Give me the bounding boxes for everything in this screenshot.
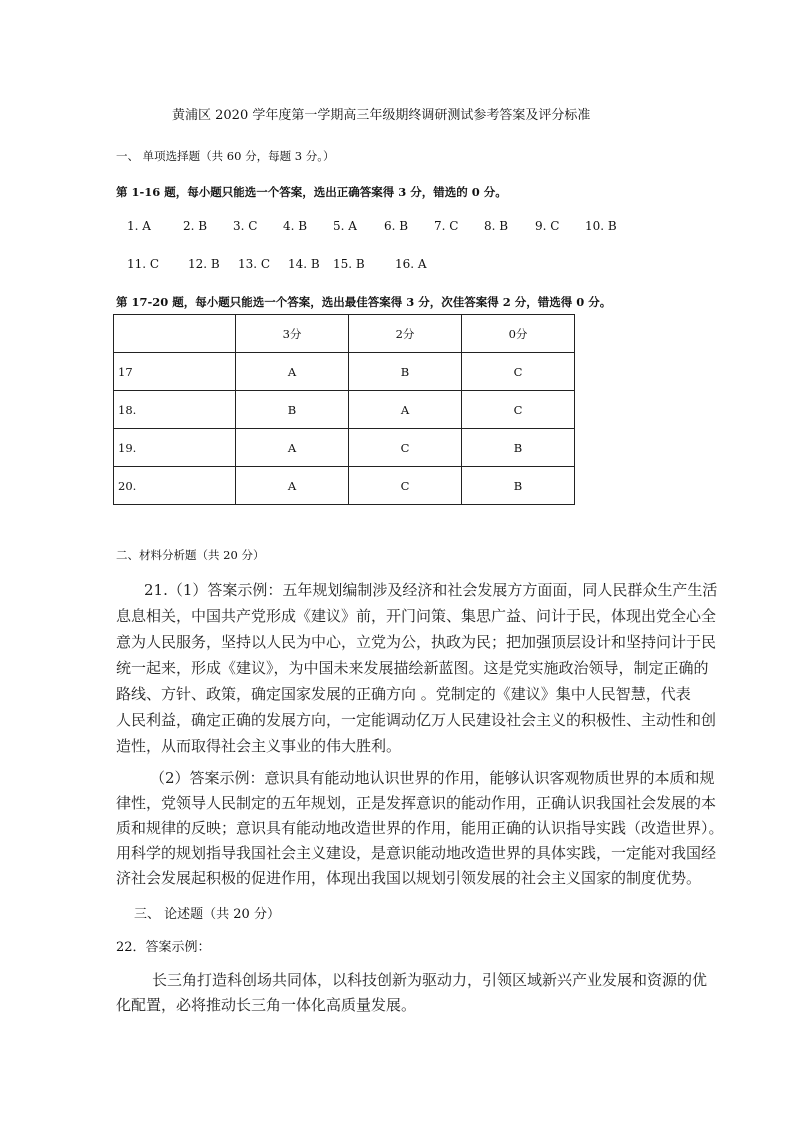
q21-1-line: 人民利益，确定正确的发展方向，一定能调动亿万人民建设社会主义的积极性、主动性和创: [116, 711, 717, 729]
table-header: [114, 315, 236, 353]
answer: 5. A: [333, 219, 357, 233]
q21-1-line: 统一起来，形成《建议》，为中国未来发展描绘新蓝图。这是党实施政治领导，制定正确的: [116, 659, 709, 677]
answer: 16. A: [395, 257, 427, 271]
q21-1-line: 路线、方针、政策，确定国家发展的正确方向 。党制定的《建议》集中人民智慧，代表: [116, 685, 691, 703]
table-cell: 17: [114, 353, 236, 391]
table-header: 3分: [236, 315, 349, 353]
answer-table: [113, 314, 575, 505]
table-cell: B: [236, 391, 349, 429]
answer: 2. B: [183, 219, 208, 233]
table-row: [114, 391, 575, 429]
q21-2-line: 律性，党领导人民制定的五年规划，正是发挥意识的能动作用，正确认识我国社会发展的本: [116, 794, 717, 812]
table-cell: C: [462, 391, 575, 429]
table-header: 2分: [349, 315, 462, 353]
answer: 9. C: [535, 219, 560, 233]
answer: 13. C: [238, 257, 271, 271]
q22-line: 化配置，必将推动长三角一体化高质量发展。: [116, 996, 417, 1014]
q21-1-line: 意为人民服务，坚持以人民为中心，立党为公，执政为民；把加强顶层设计和坚持问计于民: [116, 633, 717, 651]
table-cell: 18.: [114, 391, 236, 429]
table-cell: B: [462, 429, 575, 467]
table-cell: B: [462, 467, 575, 505]
table-header-row: [114, 315, 575, 353]
answer: 4. B: [283, 219, 308, 233]
document-title: 黄浦区 2020 学年度第一学期高三年级期终调研测试参考答案及评分标准: [172, 108, 591, 123]
answer: 10. B: [585, 219, 617, 233]
answer: 14. B: [288, 257, 320, 271]
table-row: [114, 429, 575, 467]
table-cell: A: [236, 467, 349, 505]
table-cell: A: [236, 353, 349, 391]
table-cell: C: [462, 353, 575, 391]
table-cell: A: [236, 429, 349, 467]
q22-label: 22．答案示例：: [116, 940, 211, 955]
answer: 1. A: [127, 219, 151, 233]
q21-1-line: 21.（1）答案示例：五年规划编制涉及经济和社会发展方方面面，同人民群众生产生活: [144, 581, 718, 599]
q21-2-line: 济社会发展起积极的促进作用，体现出我国以规划引领发展的社会主义国家的制度优势。: [116, 869, 702, 887]
section3-heading: 三、 论述题（共 20 分）: [134, 907, 280, 922]
section1-heading: 一、 单项选择题（共 60 分，每题 3 分。）: [116, 149, 335, 163]
answer: 6. B: [384, 219, 409, 233]
section1-instruction2: 第 17-20 题，每小题只能选一个答案，选出最佳答案得 3 分，次佳答案得 2 分，错选得 0 分。: [116, 295, 612, 309]
answer: 12. B: [188, 257, 220, 271]
section1-instruction1: 第 1-16 题，每小题只能选一个答案，选出正确答案得 3 分，错选的 0 分。: [116, 185, 507, 199]
table-row: [114, 467, 575, 505]
table-cell: 19.: [114, 429, 236, 467]
q21-1-line: 息息相关，中国共产党形成《建议》前，开门问策、集思广益、问计于民，体现出党全心全: [116, 607, 717, 625]
q22-line: 长三角打造科创场共同体，以科技创新为驱动力，引领区域新兴产业发展和资源的优: [152, 971, 708, 989]
answer: 15. B: [333, 257, 365, 271]
table-row: [114, 353, 575, 391]
q21-2-line: （2）答案示例：意识具有能动地认识世界的作用，能够认识客观物质世界的本质和规: [150, 769, 715, 787]
table-header: 0分: [462, 315, 575, 353]
table-cell: C: [349, 467, 462, 505]
answer: 11. C: [127, 257, 160, 271]
answer: 3. C: [233, 219, 258, 233]
table-cell: A: [349, 391, 462, 429]
table-cell: C: [349, 429, 462, 467]
q21-2-line: 用科学的规划指导我国社会主义建设，是意识能动地改造世界的具体实践，一定能对我国经: [116, 844, 717, 862]
q21-1-line: 造性，从而取得社会主义事业的伟大胜利。: [116, 737, 402, 755]
table-cell: B: [349, 353, 462, 391]
answer: 7. C: [434, 219, 459, 233]
table-cell: 20.: [114, 467, 236, 505]
section2-heading: 二、材料分析题（共 20 分）: [116, 548, 265, 562]
answer: 8. B: [484, 219, 509, 233]
q21-2-line: 质和规律的反映；意识具有能动地改造世界的作用，能用正确的认识指导实践（改造世界）。: [116, 819, 724, 837]
